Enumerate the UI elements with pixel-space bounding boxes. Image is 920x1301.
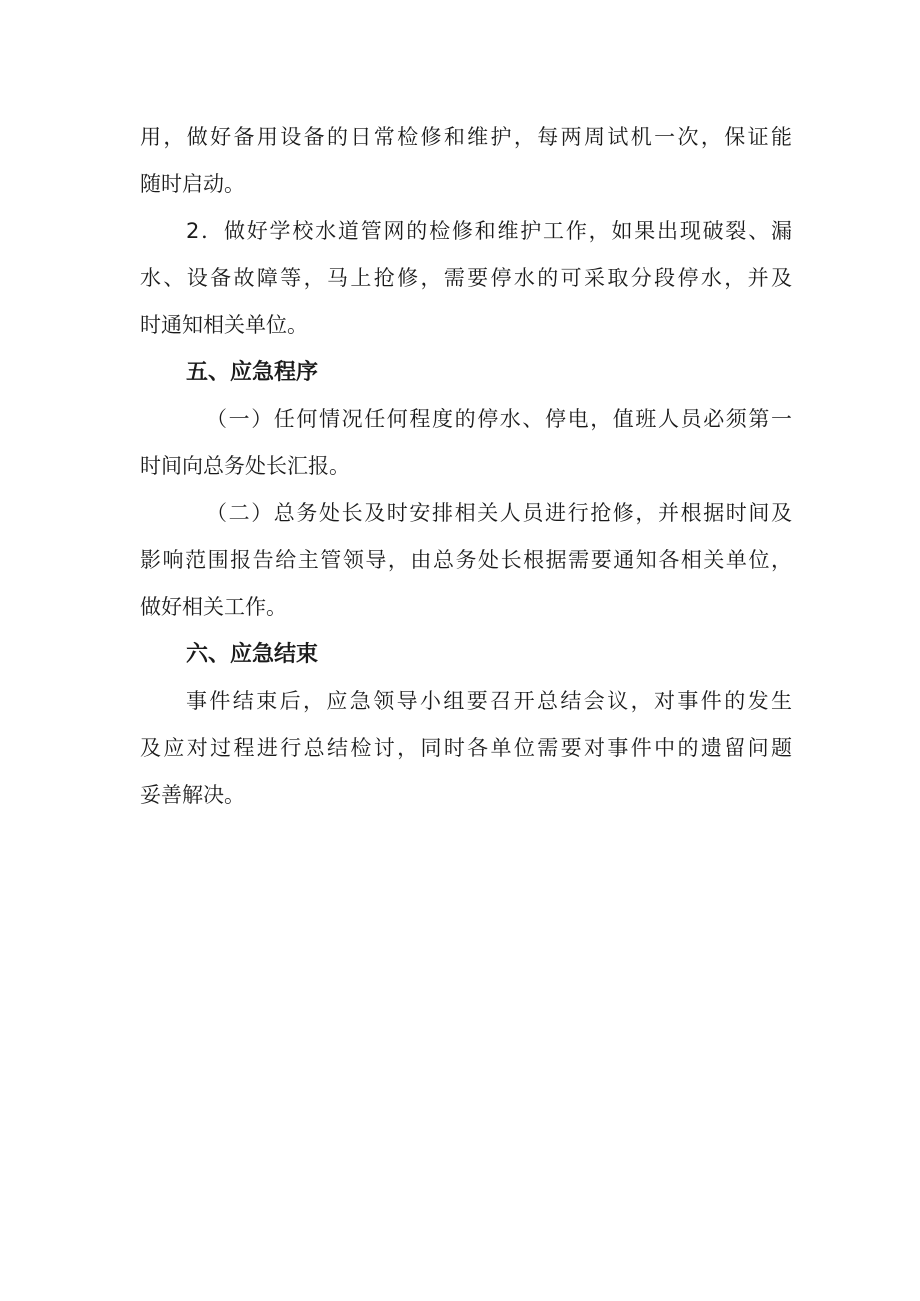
text-line: 水、设备故障等，马上抢修，需要停水的可采取分段停水，并及	[140, 266, 792, 290]
procedure-item-1	[140, 396, 792, 490]
text-line: 时通知相关单位。	[140, 313, 308, 337]
text-line: 用，做好备用设备的日常检修和维护，每两周试机一次，保证能	[140, 125, 792, 149]
text-line: 做好相关工作。	[140, 595, 287, 619]
section-emergency-end	[140, 631, 792, 819]
document-body	[140, 114, 792, 819]
section-heading: 六、应急结束	[186, 642, 319, 667]
text-line: 影响范围报告给主管领导，由总务处长根据需要通知各相关单位，	[140, 548, 792, 572]
text-line: （二）总务处长及时安排相关人员进行抢修，并根据时间及	[206, 501, 792, 525]
section-heading: 五、应急程序	[186, 360, 319, 385]
paragraph-backup-equipment	[140, 114, 792, 208]
text-line: （一）任何情况任何程度的停水、停电，值班人员必须第一	[206, 407, 792, 431]
text-line: 妥善解决。	[140, 783, 245, 807]
procedure-item-2	[140, 490, 792, 631]
text-line: 事件结束后，应急领导小组要召开总结会议，对事件的发生	[186, 689, 792, 713]
section-emergency-procedure	[140, 349, 792, 631]
text-line: 时间向总务处长汇报。	[140, 454, 350, 478]
paragraph-pipe-maintenance	[140, 208, 792, 349]
text-line: 2．做好学校水道管网的检修和维护工作，如果出现破裂、漏	[186, 219, 792, 243]
paragraph-summary	[140, 678, 792, 819]
text-line: 随时启动。	[140, 172, 245, 196]
text-line: 及应对过程进行总结检讨，同时各单位需要对事件中的遗留问题	[140, 736, 792, 760]
